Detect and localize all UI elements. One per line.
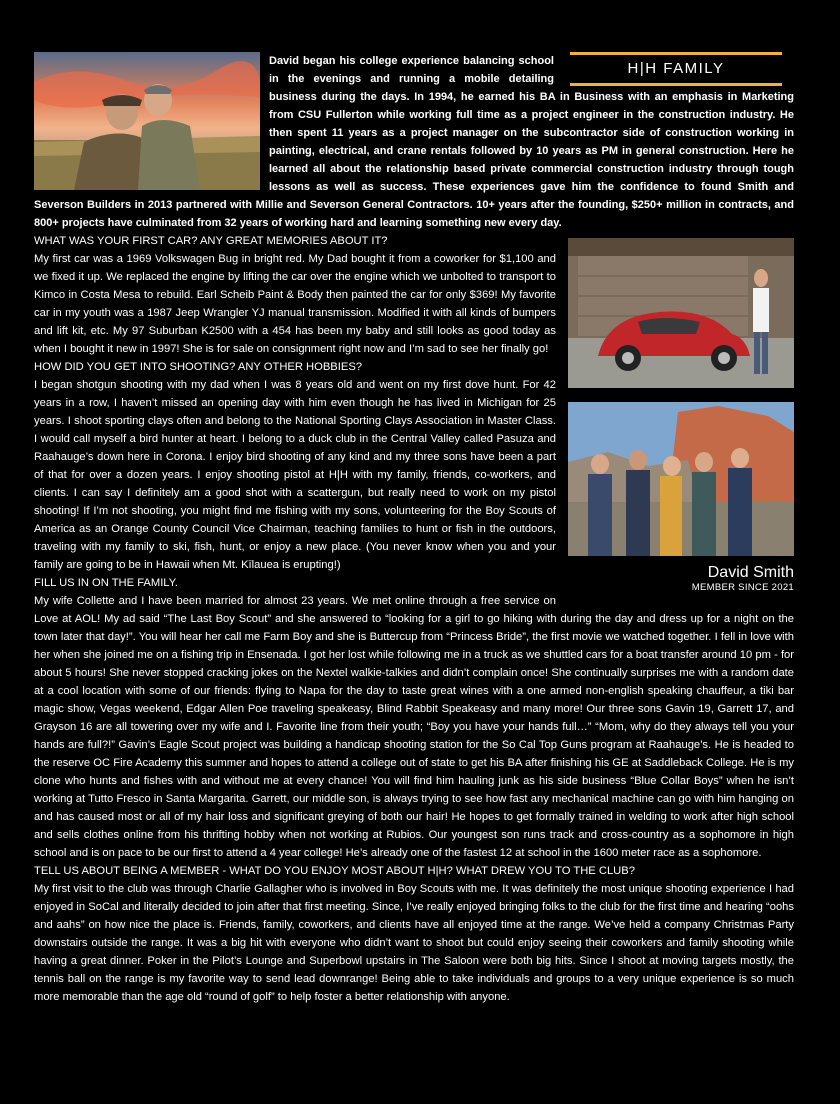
- answer-membership: My first visit to the club was through Charlie Gallagher who is involved in Boy Scouts with me. It was definitely the most unique shooting experience I had enjoyed in SoCal and literally decided to join after that first meeting. Since, I’ve really enjoyed bringing folks to the club for the first time and hearing “oohs and aahs” on how nice the place is. Friends, family, coworkers, and clients have all enjoyed time at the range. We’ve held a company Christmas Party downstairs outside the range. It was a big hit with everyone who didn’t want to shoot but could enjoy seeing their coworkers and family shooting while having a great dinner. Poker in the Pilot’s Lounge and Superbowl upstairs in The Saloon were both big hits. Since I shoot at moving targets mostly, the tennis ball on the range is my favorite way to send lead downrange! Being able to take individuals and groups to a very unique experience is so much more memorable than the age old “round of golf” to help foster a better relationship with anyone.: [34, 883, 794, 1003]
- photo-father-son-sunset: [34, 52, 260, 190]
- intro-paragraph: David began his college experience balancing school in the evenings and running a mobile detailing business during the days. In 1994, he earned his BA in Business with an emphasis in Marketing from CSU Fullerton while working full time as a project engineer in the construction industry. He then spent 11 years as a project manager on the subcontractor side of construction working in painting, electrical, and crane rentals followed by 10 years as PM in general construction. Here he learned all about the relationship based private commercial construction industry through tough lessons as well as success. These experiences gave him the confidence to found Smith and Severson Builders in 2013 partnered with Millie and Severson General Contractors. 10+ years after the founding, $250+ million in contracts, and 800+ projects have culminated from 32 years of working hard and learning something new every day.: [34, 55, 794, 229]
- answer-shooting-hobbies: I began shotgun shooting with my dad when I was 8 years old and went on my first dove hunt. For 42 years in a row, I haven’t missed an opening day with him even though he has lived in Michigan for 25 years. I shoot sporting clays often and belong to the National Sporting Clays Association in Master Class. I would call myself a bird hunter at heart. I belong to a duck club in the Central Valley called Pasuza and Raahauge’s down here in Corona. I enjoy bird shooting of any kind and my three sons have been a part of that for over a dozen years. I enjoy shooting pistol at H|H with my family, friends, co-workers, and clients. I can say I definitely am a good shot with a scattergun, but really need to work on my pistol shooting! If I’m not shooting, you might find me fishing with my sons, volunteering for the Boy Scouts of America as an Orange County Council Vice Chairman, teaching families to hunt or fish in the outdoors, traveling with my family to ski, fish, hunt, or enjoy a new place. (You never know when you and your family are going to be in Hawaii when Mt. Kīlauea is erupting!): [34, 379, 556, 571]
- question-first-car: WHAT WAS YOUR FIRST CAR? ANY GREAT MEMORIES ABOUT IT?: [34, 235, 388, 247]
- answer-first-car: My first car was a 1969 Volkswagen Bug in bright red. My Dad bought it from a coworker for $1,100 and we fixed it up. We replaced the engine by lifting the car over the engine which we unbolted to transport to Kimco in Costa Mesa to rebuild. Earl Scheib Paint & Body then painted the car for only $369! My favorite car in my youth was a 1987 Jeep Wrangler YJ manual transmission. Modified it with all kinds of bumpers and lift kit, etc. My 97 Suburban K2500 with a 454 has been my baby and still looks as good today as when I bought it new in 1997! She is for sale on consignment right now and I’m sad to see her finally go!: [34, 253, 556, 355]
- question-shooting-hobbies: HOW DID YOU GET INTO SHOOTING? ANY OTHER HOBBIES?: [34, 361, 363, 373]
- caption-member-since: MEMBER SINCE 2021: [691, 582, 794, 593]
- photo-red-vw-bug: [568, 238, 794, 388]
- caption-name: David Smith: [707, 564, 794, 581]
- photo-caption: [568, 564, 794, 593]
- question-family: FILL US IN ON THE FAMILY.: [34, 577, 178, 589]
- question-membership: TELL US ABOUT BEING A MEMBER - WHAT DO YOU ENJOY MOST ABOUT H|H? WHAT DREW YOU TO THE CLUB?: [34, 865, 635, 877]
- article-body: [34, 52, 794, 1006]
- photo-family-red-rocks: [568, 402, 794, 556]
- family-banner: H|H FAMILY: [570, 52, 782, 86]
- answer-family: My wife Collette and I have been married for almost 23 years. We met online through a free service on Love at AOL! My ad said “The Last Boy Scout” and she answered to “looking for a girl to go hiking with during the day and dress up for a night on the town later that day!”. You will hear her call me Farm Boy and she is Buttercup from “Princess Bride”, the first movie we watched together. I fell in love with her when she joined me on a fishing trip in Ensenada. I got her lost while following me in a truck as we shuttled cars for a boat transfer around 10 pm - for about 5 hours! She never stopped cracking jokes on the Nextel walkie-talkies and didn’t complain once! She continually surprises me with a random date at a cool location with some of our friends: flying to Napa for the day to taste great wines with a one armed non-english speaking chauffeur, a tiki bar magic show, Vegas weekend, Edgar Allen Poe traveling speakeasy, Blind Rabbit Speakeasy and many more! Our three sons Gavin 19, Garrett 17, and Grayson 16 are all towering over my wife and I. Favorite line from their youth; “Boy you have your hands full…” “Mom, why do they always tell you your hands are full?!” Gavin’s Eagle Scout project was building a handicap shooting station for the So Cal Top Guns program at Raahauge’s. He is headed to the reserve OC Fire Academy this summer and hopes to attend a college out of state to get his BA after finishing his GE at Saddleback College. He is my clone who hunts and fishes with and without me at every chance! You will find him hauling junk as his side business “Blue Collar Boys” when he isn’t working at Tutto Fresco in Santa Margarita. Garrett, our middle son, is always trying to see how fast any mechanical machine can go with him hanging on and has caused most or all of my hair loss and significant greying of both our hair! He hopes to get formally trained in welding to work after high school and sells clothes online from his thrifting hobby when not working at Rubios. Our youngest son runs track and cross-country as a sophomore in high school and is on pace to be our first to attend a 4 year college! He’s already one of the fastest 12 at school in the 1600 meter race as a sophomore.: [34, 595, 794, 859]
- banner-container: [554, 52, 794, 86]
